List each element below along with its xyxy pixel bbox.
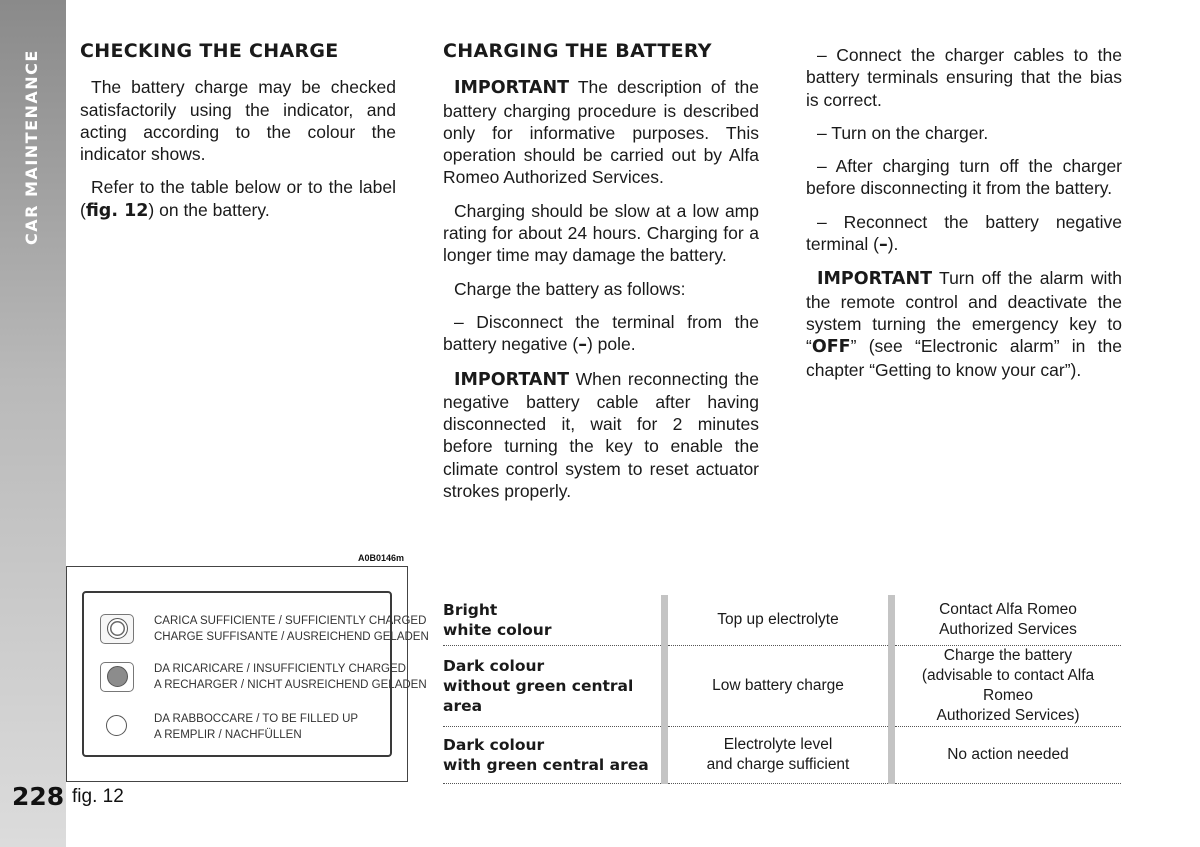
sidebar-band	[0, 0, 66, 847]
paragraph: – After charging turn off the charger before disconnecting it from the battery.	[806, 156, 1122, 199]
table-cell-state: Bright white colour	[443, 595, 661, 646]
column-separator	[661, 646, 668, 727]
text: – Disconnect the terminal from the battery negative (	[443, 311, 759, 355]
indicator-line: CARICA SUFFICIENTE / SUFFICIENTLY CHARGED	[154, 615, 427, 627]
dark-indicator-icon	[107, 666, 128, 687]
section-label: CAR MAINTENANCE	[22, 49, 41, 245]
paragraph	[80, 176, 396, 222]
negative-symbol: –	[878, 235, 888, 256]
indicator-text	[154, 661, 427, 693]
paragraph	[806, 267, 1122, 380]
indicator-line: A RECHARGER / NICHT AUSREICHEND GELADEN	[154, 679, 427, 691]
page-number: 228	[12, 782, 65, 811]
negative-symbol: –	[578, 335, 587, 356]
text: ” (see “Electronic alarm” in the chapter “Getting to know your car”).	[806, 336, 1122, 380]
figure-caption: fig. 12	[72, 786, 124, 807]
text: The description of the battery charging procedure is described only for informative purposes. This operation should be carried out by Alfa Romeo Authorized Services.	[443, 77, 759, 188]
column-separator	[661, 727, 668, 784]
table-cell-condition: Low battery charge	[668, 646, 888, 727]
column-separator	[661, 595, 668, 646]
indicator-text	[154, 711, 358, 743]
table-cell-action: Charge the battery (advisable to contact Alfa Romeo Authorized Services)	[895, 646, 1121, 727]
column-separator	[888, 595, 895, 646]
table-cell-state: Dark colour without green central area	[443, 646, 661, 727]
heading-checking-charge: CHECKING THE CHARGE	[80, 40, 339, 62]
table-cell-state: Dark colour with green central area	[443, 727, 661, 784]
text: ).	[887, 234, 899, 255]
column-charging-steps	[806, 44, 1122, 392]
column-checking-charge	[80, 40, 396, 233]
text: Refer to the table below or to the label (	[80, 177, 396, 220]
important-label: IMPORTANT	[454, 78, 570, 99]
indicator-text	[154, 613, 429, 645]
table-row	[443, 727, 1121, 784]
table-cell-condition: Top up electrolyte	[668, 595, 888, 646]
text: ) pole.	[586, 334, 636, 355]
paragraph	[806, 211, 1122, 257]
text: ) on the battery.	[148, 199, 270, 220]
empty-indicator-icon	[106, 715, 127, 736]
indicator-row-sufficient	[84, 609, 429, 649]
figure-reference-link[interactable]: fig. 12	[85, 200, 149, 221]
column-separator	[888, 727, 895, 784]
paragraph: – Turn on the charger.	[817, 122, 989, 143]
indicator-window	[100, 662, 134, 692]
indicator-line: DA RABBOCCARE / TO BE FILLED UP	[154, 713, 359, 725]
figure-code: A0B0146m	[358, 553, 405, 563]
indicator-line: A REMPLIR / NACHFÜLLEN	[154, 729, 302, 741]
paragraph	[443, 311, 759, 357]
indicator-window	[100, 614, 134, 644]
paragraph: Charging should be slow at a low amp rating for about 24 hours. Charging for a longer time may damage the battery.	[443, 200, 759, 266]
column-separator	[888, 646, 895, 727]
paragraph: – Connect the charger cables to the battery terminals ensuring that the bias is correct.	[806, 45, 1122, 110]
text: – Reconnect the battery negative terminal (	[806, 211, 1122, 255]
column-charging-battery	[443, 40, 759, 513]
table-cell-condition: Electrolyte level and charge sufficient	[668, 727, 888, 784]
indicator-line: DA RICARICARE / INSUFFICIENTLY CHARGED	[154, 663, 406, 675]
table-cell-action: Contact Alfa Romeo Authorized Services	[895, 595, 1121, 646]
battery-indicator-label	[82, 591, 429, 757]
paragraph: The battery charge may be checked satisfactorily using the indicator, and acting according to the colour the indicator shows.	[80, 77, 396, 165]
paragraph	[443, 368, 759, 503]
indicator-row-fill-up	[84, 707, 390, 747]
paragraph: Charge the battery as follows:	[454, 278, 686, 299]
table-row	[443, 646, 1121, 727]
heading-charging-battery: CHARGING THE BATTERY	[443, 40, 712, 62]
paragraph	[443, 76, 759, 188]
figure-battery-label	[66, 566, 429, 782]
bright-indicator-icon	[107, 618, 128, 639]
off-label: OFF	[811, 337, 851, 358]
indicator-window	[100, 712, 134, 742]
text: Turn off the alarm with the remote control and deactivate the system turning the emergency key to “	[806, 268, 1122, 357]
important-label: IMPORTANT	[817, 269, 933, 290]
indicator-table	[443, 595, 1121, 784]
important-label: IMPORTANT	[454, 369, 570, 390]
indicator-row-insufficient	[84, 657, 427, 697]
text: When reconnecting the negative battery cable after having disconnected it, wait for 2 minutes before turning the key to enable the climate control system to reset actuator strokes properly.	[443, 368, 759, 502]
table-row	[443, 595, 1121, 646]
table-cell-action: No action needed	[895, 727, 1121, 784]
indicator-line: CHARGE SUFFISANTE / AUSREICHEND GELADEN	[154, 631, 429, 643]
